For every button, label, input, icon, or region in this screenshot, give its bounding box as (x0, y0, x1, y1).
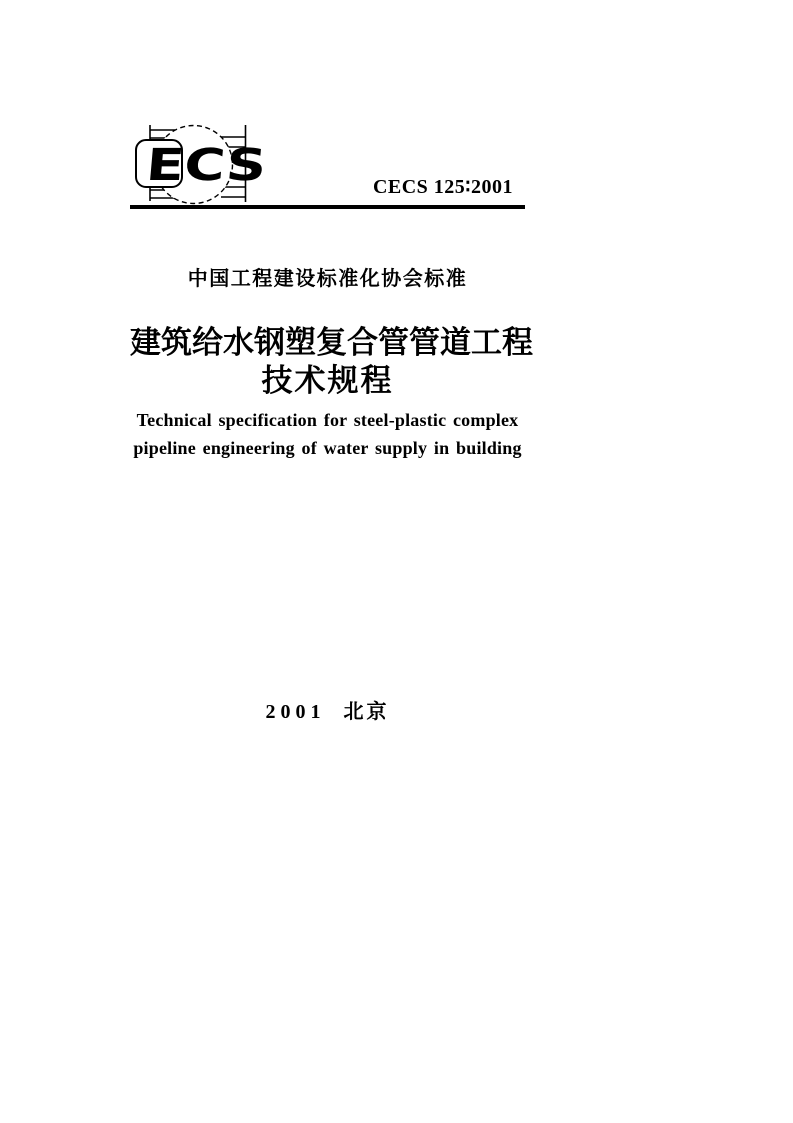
publication-city: 北京 (343, 701, 390, 723)
association-standard-label: 中国工程建设标准化协会标准 (187, 268, 468, 290)
publication-line (130, 695, 525, 724)
title-en-line2: pipeline engineering of water supply in building (133, 438, 522, 458)
standard-code: CECS 125∶2001 (372, 176, 513, 198)
header-rule (130, 205, 525, 209)
title-cn-line1: 建筑给水钢塑复合管管道工程 (130, 325, 533, 360)
logo-ecs-text: ECS (144, 140, 244, 191)
publication-year: 2001 (265, 701, 326, 723)
title-cn-line2: 技术规程 (261, 363, 394, 398)
title-en-line1: Technical specification for steel-plastic complex (136, 410, 519, 430)
